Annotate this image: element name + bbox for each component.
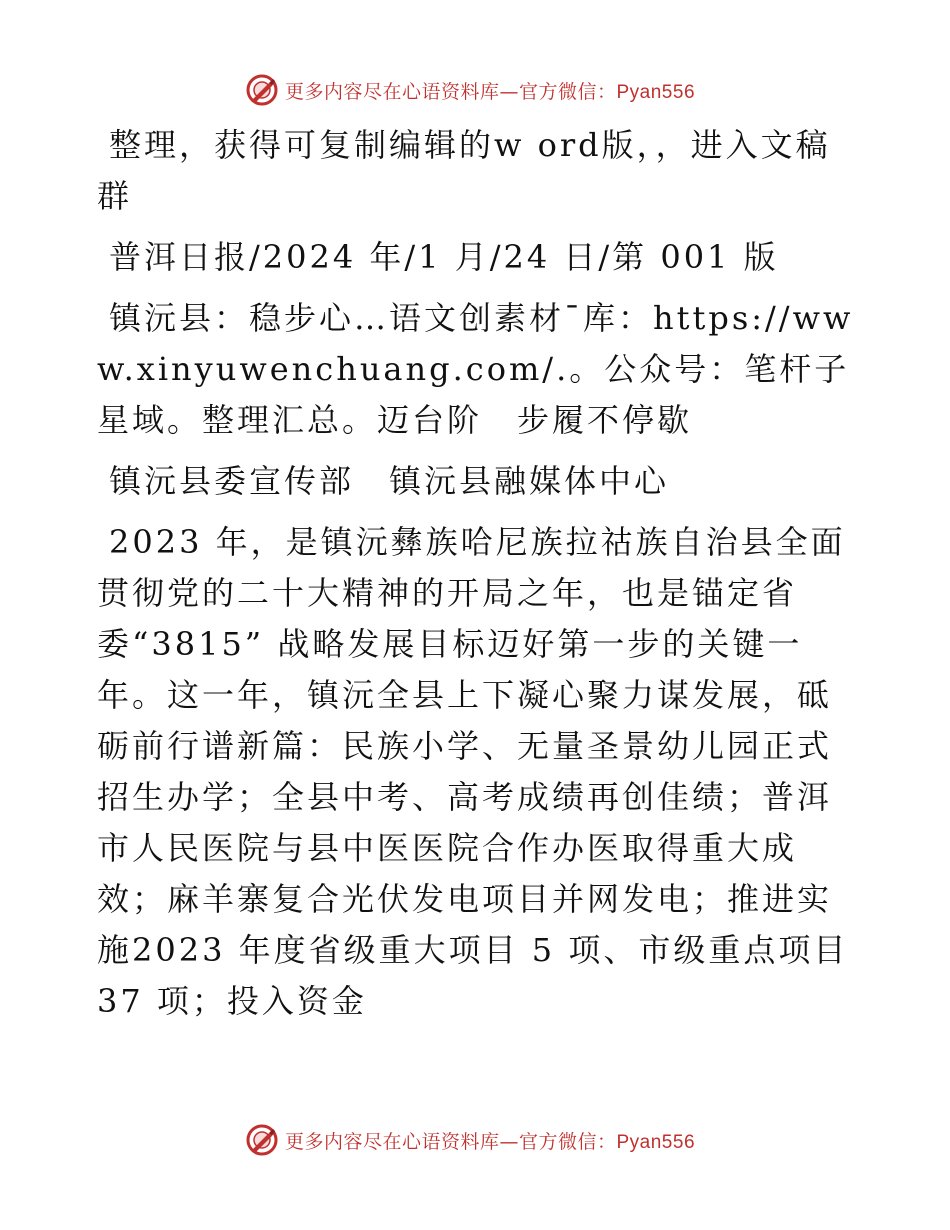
paragraph-authors: 镇沅县委宣传部 镇沅县融媒体中心 — [109, 462, 670, 500]
footer-watermark — [0, 1120, 950, 1160]
watermark-wechat-id: Pyan556 — [616, 81, 696, 103]
document-body — [97, 120, 857, 1037]
header-watermark — [0, 70, 950, 110]
watermark-wechat-id: Pyan556 — [616, 1131, 696, 1153]
watermark-site-text: 更多内容尽在心语资料库 — [284, 80, 500, 103]
watermark-official-text: 官方微信： — [518, 1130, 617, 1153]
paragraph-word-version-note: 整理，获得可复制编辑的w ord版，，进入文稿群 — [97, 126, 831, 215]
watermark-group — [245, 73, 695, 107]
watermark-dash: — — [499, 1130, 519, 1153]
watermark-text — [285, 1127, 695, 1154]
library-logo-icon — [245, 1123, 279, 1157]
watermark-official-text: 官方微信： — [518, 80, 617, 103]
watermark-dash: — — [499, 80, 519, 103]
watermark-group — [245, 1123, 695, 1157]
watermark-text — [285, 77, 695, 104]
watermark-site-text: 更多内容尽在心语资料库 — [284, 1130, 500, 1153]
paragraph-body-text: 2023 年，是镇沅彝族哈尼族拉祜族自治县全面贯彻党的二十大精神的开局之年，也是锚定省委“3815” 战略发展目标迈好第一步的关键一年。这一年，镇沅全县上下凝心聚力谋发展，砥砺前行谱新篇：民族小学、无量圣景幼儿园正式招生办学；全县中考、高考成绩再创佳绩；普洱市人民医院与县中医医院合作办医取得重大成效；麻羊寨复合光伏发电项目并网发电；推进实施2023 年度省级重大项目 5 项、市级重点项目 37 项；投入资金 — [97, 523, 849, 1020]
library-logo-icon — [245, 73, 279, 107]
paragraph-newspaper-source: 普洱日报/2024 年/1 月/24 日/第 001 版 — [109, 238, 779, 276]
paragraph-article-title: 镇沅县：稳步心…语文创素材¯库：https://www.xinyuwenchuang.com/.。公众号：笔杆子星域。整理汇总。迈台阶 步履不停歇 — [97, 299, 854, 439]
